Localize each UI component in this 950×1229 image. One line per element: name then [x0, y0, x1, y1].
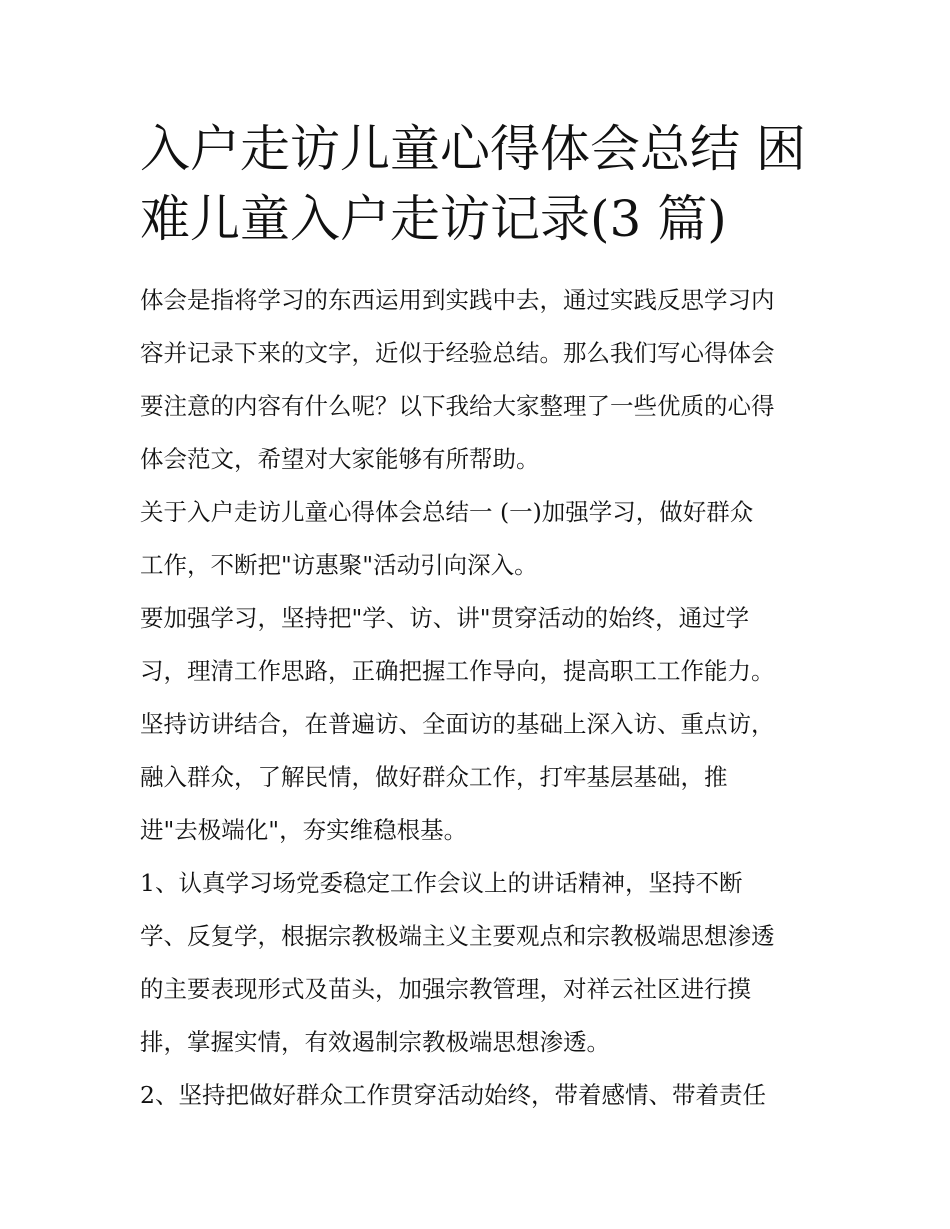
body-line: 2、坚持把做好群众工作贯穿活动始终，带着感情、带着责任	[140, 1081, 766, 1109]
body-line: 容并记录下来的文字，近似于经验总结。那么我们写心得体会	[140, 339, 775, 367]
body-line: 要加强学习，坚持把"学、访、讲"贯穿活动的始终，通过学	[140, 604, 750, 632]
body-line: 1、认真学习场党委稳定工作会议上的讲话精神，坚持不断	[140, 869, 743, 897]
body-line: 关于入户走访儿童心得体会总结一 (一)加强学习，做好群众	[140, 498, 754, 526]
body-line: 坚持访讲结合，在普遍访、全面访的基础上深入访、重点访，	[140, 710, 775, 738]
title-line-1: 入户走访儿童心得体会总结 困	[140, 120, 806, 178]
body-line: 体会是指将学习的东西运用到实践中去，通过实践反思学习内	[140, 286, 775, 314]
body-line: 排，掌握实情，有效遏制宗教极端思想渗透。	[140, 1028, 610, 1056]
document-title	[140, 114, 830, 254]
body-line: 的主要表现形式及苗头，加强宗教管理，对祥云社区进行摸	[140, 975, 751, 1003]
body-line: 体会范文，希望对大家能够有所帮助。	[140, 445, 540, 473]
body-line: 学、反复学，根据宗教极端主义主要观点和宗教极端思想渗透	[140, 922, 775, 950]
body-line: 进"去极端化"，夯实维稳根基。	[140, 816, 468, 844]
title-line-2: 难儿童入户走访记录(3 篇)	[140, 190, 727, 248]
body-line: 工作，不断把"访惠聚"活动引向深入。	[140, 551, 538, 579]
body-line: 习，理清工作思路，正确把握工作导向，提高职工工作能力。	[140, 657, 775, 685]
body-line: 融入群众，了解民情，做好群众工作，打牢基层基础，推	[140, 763, 728, 791]
body-line: 要注意的内容有什么呢？以下我给大家整理了一些优质的心得	[140, 392, 775, 420]
document-body	[140, 274, 830, 1122]
